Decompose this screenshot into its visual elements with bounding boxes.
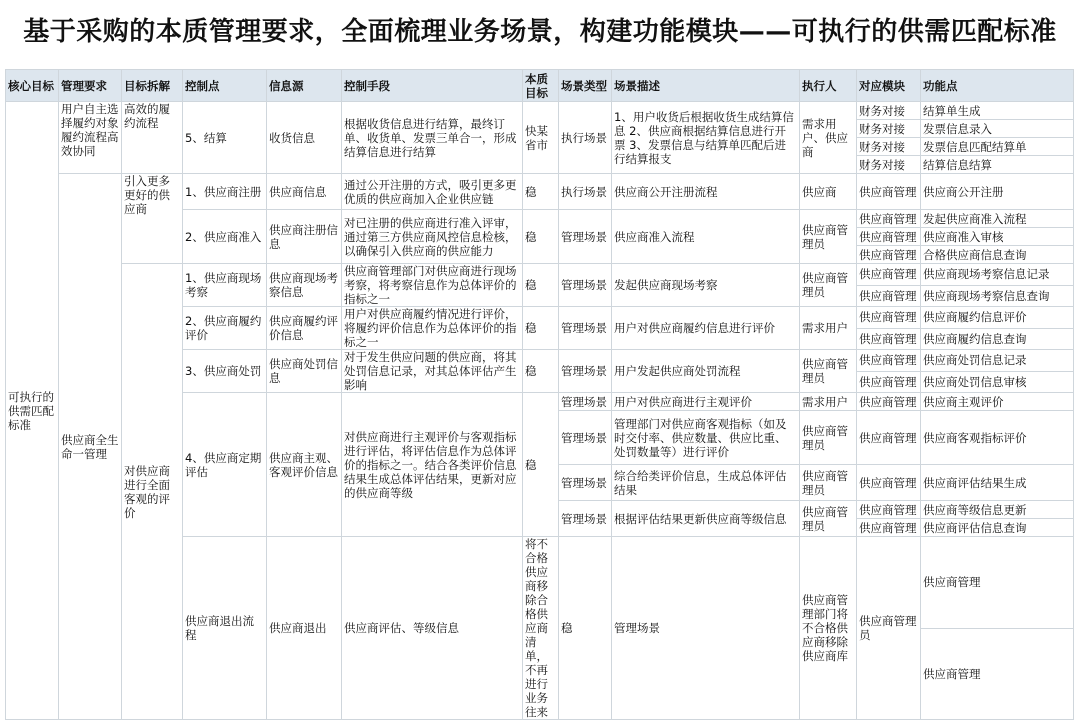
requirements-table — [5, 69, 1074, 720]
module-cell: 供应商管理 — [921, 628, 1074, 720]
feature-cell: 发起供应商准入流程 — [921, 210, 1074, 228]
means-cell: 对供应商进行主观评价与客观指标进行评估，将评估信息作为总体评价的指标之一。结合各类评价信息结果生成总体评估结果，更新对应的供应商等级 — [342, 393, 523, 537]
essence-cell: 稳 — [523, 350, 559, 393]
feature-cell: 供应商现场考察信息记录 — [921, 264, 1074, 286]
scene-type-cell: 管理场景 — [559, 465, 612, 501]
scene-type-cell: 管理场景 — [559, 307, 612, 350]
control-cell: 1、供应商现场考察 — [183, 264, 267, 307]
module-cell: 财务对接 — [857, 156, 921, 174]
scene-cell: 用户对供应商进行主观评价 — [612, 393, 800, 411]
control-cell: 3、供应商处罚 — [183, 350, 267, 393]
header-cell: 对应模块 — [857, 70, 921, 102]
module-cell: 供应商管理 — [857, 501, 921, 519]
scene-cell: 用户对供应商履约信息进行评价 — [612, 307, 800, 350]
executor-cell: 需求用户 — [800, 307, 857, 350]
executor-cell: 供应商管理员 — [800, 501, 857, 537]
scene-type-cell: 管理场景 — [612, 537, 800, 720]
module-cell: 供应商管理 — [857, 328, 921, 350]
header-cell: 控制点 — [183, 70, 267, 102]
feature-cell: 结算信息结算 — [921, 156, 1074, 174]
module-cell: 财务对接 — [857, 120, 921, 138]
module-cell: 供应商管理 — [857, 350, 921, 372]
essence-cell: 稳 — [523, 174, 559, 210]
feature-cell: 合格供应商信息查询 — [921, 246, 1074, 264]
module-cell: 供应商管理 — [857, 174, 921, 210]
module-cell: 供应商管理 — [857, 264, 921, 286]
means-cell: 用户对供应商履约情况进行评价，将履约评价信息作为总体评价的指标之一 — [342, 307, 523, 350]
essence-cell: 稳 — [523, 393, 559, 537]
scene-type-cell: 执行场景 — [559, 174, 612, 210]
scene-type-cell: 管理场景 — [559, 350, 612, 393]
feature-cell: 发票信息录入 — [921, 120, 1074, 138]
table-row — [6, 264, 1074, 286]
essence-cell: 稳 — [523, 210, 559, 264]
goal-cell: 引入更多更好的供应商 — [122, 174, 183, 264]
executor-cell: 供应商管理员 — [800, 465, 857, 501]
header-cell: 信息源 — [267, 70, 342, 102]
table-row — [6, 174, 1074, 192]
means-cell: 根据收货信息进行结算，最终订单、收货单、发票三单合一，形成结算信息进行结算 — [342, 102, 523, 174]
module-cell: 财务对接 — [857, 138, 921, 156]
scene-cell: 供应商公开注册流程 — [612, 174, 800, 210]
means-cell: 将不合格供应商移除合格供应商清单，不再进行业务往来 — [523, 537, 559, 720]
feature-cell: 供应商等级信息更新 — [921, 501, 1074, 519]
feature-cell: 供应商客观指标评价 — [921, 411, 1074, 465]
scene-type-cell: 管理场景 — [559, 210, 612, 264]
executor-cell: 供应商管理员 — [800, 411, 857, 465]
control-cell: 4、供应商定期评估 — [183, 393, 267, 537]
header-cell: 功能点 — [921, 70, 1074, 102]
scene-cell: 供应商准入流程 — [612, 210, 800, 264]
header-cell: 场景类型 — [559, 70, 612, 102]
means-cell: 供应商管理部门对供应商进行现场考察，将考察信息作为总体评价的指标之一 — [342, 264, 523, 307]
control-cell: 2、供应商准入 — [183, 210, 267, 264]
essence-cell: 稳 — [523, 307, 559, 350]
core-goal-cell: 可执行的供需匹配标准 — [6, 102, 59, 720]
scene-cell: 综合给类评价信息，生成总体评估结果 — [612, 465, 800, 501]
executor-cell: 供应商管理员 — [800, 210, 857, 264]
module-cell: 供应商管理 — [857, 285, 921, 307]
scene-cell: 根据评估结果更新供应商等级信息 — [612, 501, 800, 537]
table-header-row — [6, 70, 1074, 102]
feature-cell: 供应商现场考察信息查询 — [921, 285, 1074, 307]
feature-cell: 供应商履约信息查询 — [921, 328, 1074, 350]
goal-cell: 高效的履约流程 — [122, 102, 183, 174]
control-cell: 5、结算 — [183, 102, 267, 174]
module-cell: 财务对接 — [857, 102, 921, 120]
scene-type-cell: 管理场景 — [559, 411, 612, 465]
feature-cell: 供应商准入审核 — [921, 228, 1074, 246]
feature-cell: 供应商处罚信息审核 — [921, 371, 1074, 393]
control-cell: 供应商退出 — [267, 537, 342, 720]
feature-cell: 供应商评估结果生成 — [921, 465, 1074, 501]
control-cell: 1、供应商注册 — [183, 174, 267, 210]
source-cell: 供应商主观、客观评价信息 — [267, 393, 342, 537]
executor-cell: 需求用户 — [800, 393, 857, 411]
header-cell: 目标拆解 — [122, 70, 183, 102]
feature-cell: 结算单生成 — [921, 102, 1074, 120]
page-title: 基于采购的本质管理要求，全面梳理业务场景，构建功能模块——可执行的供需匹配标准 — [23, 17, 1057, 47]
essence-cell: 稳 — [559, 537, 612, 720]
module-cell: 供应商管理 — [921, 537, 1074, 629]
header-cell: 控制手段 — [342, 70, 523, 102]
module-cell: 供应商管理 — [857, 307, 921, 329]
module-cell: 供应商管理 — [857, 210, 921, 228]
header-cell: 执行人 — [800, 70, 857, 102]
executor-cell: 供应商管理员 — [800, 264, 857, 307]
means-cell: 通过公开注册的方式，吸引更多更优质的供应商加入企业供应链 — [342, 174, 523, 210]
scene-cell: 供应商管理部门将不合格供应商移除供应商库 — [800, 537, 857, 720]
scene-cell: 用户发起供应商处罚流程 — [612, 350, 800, 393]
source-cell: 供应商评估、等级信息 — [342, 537, 523, 720]
scene-cell: 管理部门对供应商客观指标（如及时交付率、供应数量、供应比重、处罚数量等）进行评价 — [612, 411, 800, 465]
source-cell: 供应商履约评价信息 — [267, 307, 342, 350]
source-cell: 供应商信息 — [267, 174, 342, 210]
source-cell: 供应商注册信息 — [267, 210, 342, 264]
feature-cell: 供应商处罚信息记录 — [921, 350, 1074, 372]
module-cell: 供应商管理 — [857, 465, 921, 501]
means-cell: 对于发生供应问题的供应商，将其处罚信息记录，对其总体评估产生影响 — [342, 350, 523, 393]
scene-type-cell: 管理场景 — [559, 393, 612, 411]
essence-cell: 稳 — [523, 264, 559, 307]
module-cell: 供应商管理 — [857, 411, 921, 465]
source-cell: 收货信息 — [267, 102, 342, 174]
header-cell: 场景描述 — [612, 70, 800, 102]
module-cell: 供应商管理 — [857, 228, 921, 246]
scene-type-cell: 管理场景 — [559, 264, 612, 307]
executor-cell: 需求用户、供应商 — [800, 102, 857, 174]
module-cell: 供应商管理 — [857, 246, 921, 264]
table-row — [6, 102, 1074, 120]
executor-cell: 供应商管理员 — [857, 537, 921, 720]
scene-cell: 1、用户收货后根据收货生成结算信息 2、供应商根据结算信息进行开票 3、发票信息与结算单匹配后进行结算报支 — [612, 102, 800, 174]
source-cell: 供应商现场考察信息 — [267, 264, 342, 307]
feature-cell: 发票信息匹配结算单 — [921, 138, 1074, 156]
feature-cell: 供应商公开注册 — [921, 174, 1074, 210]
source-cell: 供应商处罚信息 — [267, 350, 342, 393]
header-cell: 本质目标 — [523, 70, 559, 102]
scene-type-cell: 管理场景 — [559, 501, 612, 537]
feature-cell: 供应商评估信息查询 — [921, 519, 1074, 537]
control-cell: 2、供应商履约评价 — [183, 307, 267, 350]
scene-type-cell: 执行场景 — [559, 102, 612, 174]
module-cell: 供应商管理 — [857, 519, 921, 537]
essence-cell: 快某省市 — [523, 102, 559, 174]
module-cell: 供应商管理 — [857, 393, 921, 411]
feature-cell: 供应商履约信息评价 — [921, 307, 1074, 329]
module-cell: 供应商管理 — [857, 371, 921, 393]
feature-cell: 供应商主观评价 — [921, 393, 1074, 411]
goal-cell: 对供应商进行全面客观的评价 — [122, 264, 183, 720]
executor-cell: 供应商管理员 — [800, 350, 857, 393]
requirement-cell: 供应商全生命一管理 — [59, 174, 122, 720]
requirement-cell: 用户自主选择履约对象履约流程高效协同 — [59, 102, 122, 174]
header-cell: 管理要求 — [59, 70, 122, 102]
executor-cell: 供应商 — [800, 174, 857, 210]
scene-cell: 发起供应商现场考察 — [612, 264, 800, 307]
header-cell: 核心目标 — [6, 70, 59, 102]
goal-cell: 供应商退出流程 — [183, 537, 267, 720]
means-cell: 对已注册的供应商进行准入评审，通过第三方供应商风控信息检核，以确保引入供应商的供应能力 — [342, 210, 523, 264]
